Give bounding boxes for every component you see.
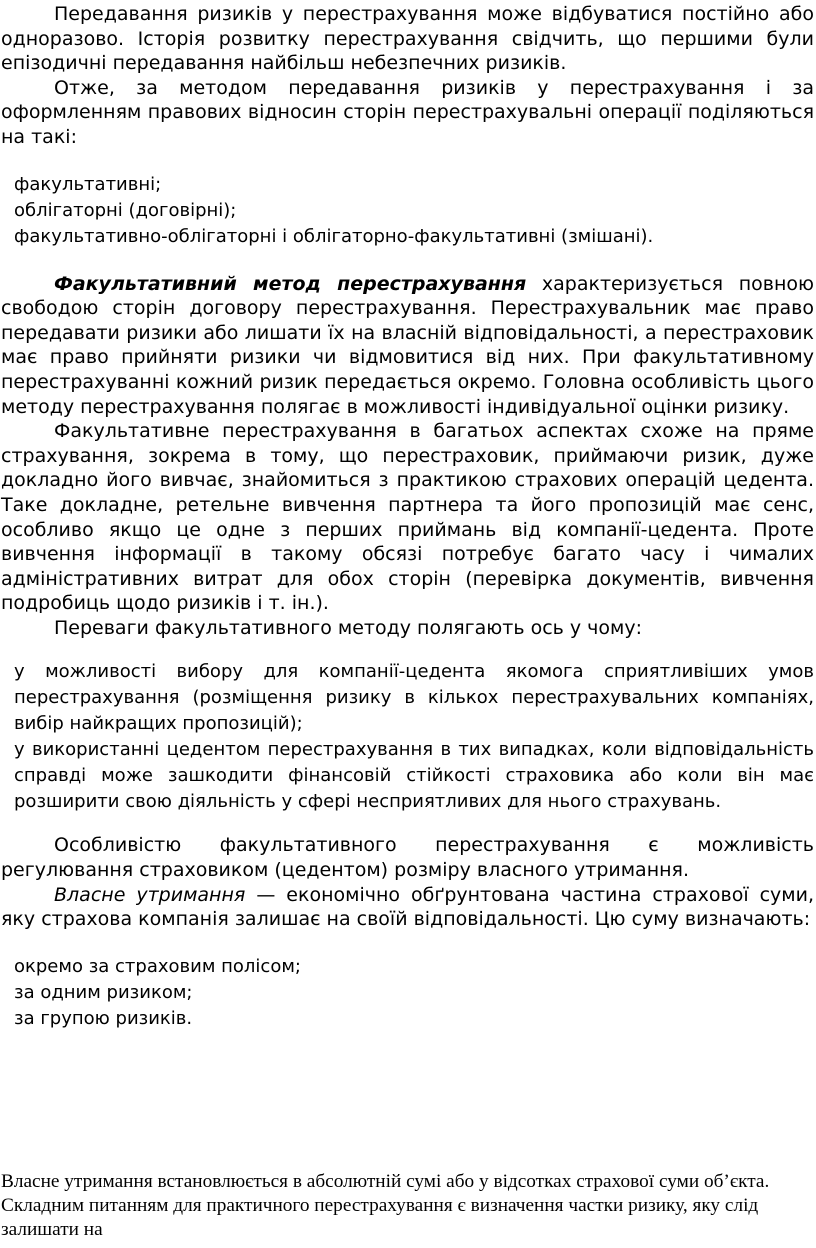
reinsurance-methods-list <box>0 172 816 250</box>
list-item: за одним ризиком; <box>14 981 193 1003</box>
paragraph-facultative-method <box>0 272 816 420</box>
list-item: за групою ризиків. <box>14 1007 193 1029</box>
advantages-list <box>0 659 816 815</box>
retention-list <box>0 954 816 1032</box>
list-item: факультативно-облігаторні і облігаторно-факультативні (змішані). <box>14 225 654 247</box>
paragraph-method-classification: Отже, за методом передавання ризиків у перестрахування і за оформленням правових відносин сторін перестрахувальні операції поділяються на такі: <box>1 76 814 148</box>
paragraph-retention-amount: Власне утримання встановлюється в абсолютній сумі або у відсотках страхової суми об’єкта. Складним питанням для практичного перестрахування є визначення частки ризику, яку слід залишати на <box>1 1171 770 1241</box>
list-item: факультативні; <box>14 173 162 195</box>
paragraph-advantages-intro: Переваги факультативного методу полягають ось у чому: <box>54 616 643 639</box>
paragraph-retention-regulation: Особливістю факультативного перестрахування є можливість регулювання страховиком (цедентом) розміру власного утримання. <box>1 834 814 882</box>
paragraph-facultative-comparison: Факультативне перестрахування в багатьох аспектах схоже на пряме страхування, зокрема в тому, що перестраховик, приймаючи ризик, дуже докладно його вивчає, знайомиться з практикою страхових операцій цедента. Таке докладне, ретельне вивчення партнера та його пропозицій має сенс, особливо якщо це одне з перших приймань від компанії-цедента. Проте вивчення інформації в такому обсязі потребує багато часу і чималих адміністративних витрат для обох сторін (перевірка документів, вивчення подробиць щодо ризиків і т. ін.). <box>1 420 814 615</box>
facultative-method-text: характеризується повною свободою сторін договору перестрахування. Перестрахувальник має право передавати ризики або лишати їх на власній відповідальності, а перестраховик має право прийняти ризики чи відмовитися від них. При факультативному перестрахуванні кожний ризик передається окремо. Головна особливість цього методу перестрахування полягає в можливості індивідуальної оцінки ризику. <box>1 272 814 418</box>
facultative-method-term: Факультативний метод перестрахування <box>54 272 527 295</box>
retention-definition-text: — економічно обґрунтована частина страхової суми, яку страхова компанія залишає на своїй відповідальності. Цю суму визначають: <box>1 883 814 931</box>
retention-term: Власне утримання <box>54 883 246 906</box>
list-item: у використанні цедентом перестрахування в тих випадках, коли відповідальність справді може зашкодити фінансовій стійкості страховика або коли він має розширити свою діяльність у сфері несприятливих для нього страхувань. <box>14 739 814 813</box>
paragraph-retention-definition <box>0 883 816 932</box>
list-item: окремо за страховим полісом; <box>14 955 301 977</box>
list-item: у можливості вибору для компанії-цедента якомога сприятливіших умов перестрахування (розміщення ризику в кількох перестрахувальних компаніях, вибір найкращих пропозицій); <box>14 661 814 735</box>
list-item: облігаторні (договірні); <box>14 199 237 221</box>
paragraph-risk-transfer: Передавання ризиків у перестрахування може відбуватися постійно або одноразово. Історія розвитку перестрахування свідчить, що першими були епізодичні передавання найбільш небезпечних ризиків. <box>1 3 814 75</box>
